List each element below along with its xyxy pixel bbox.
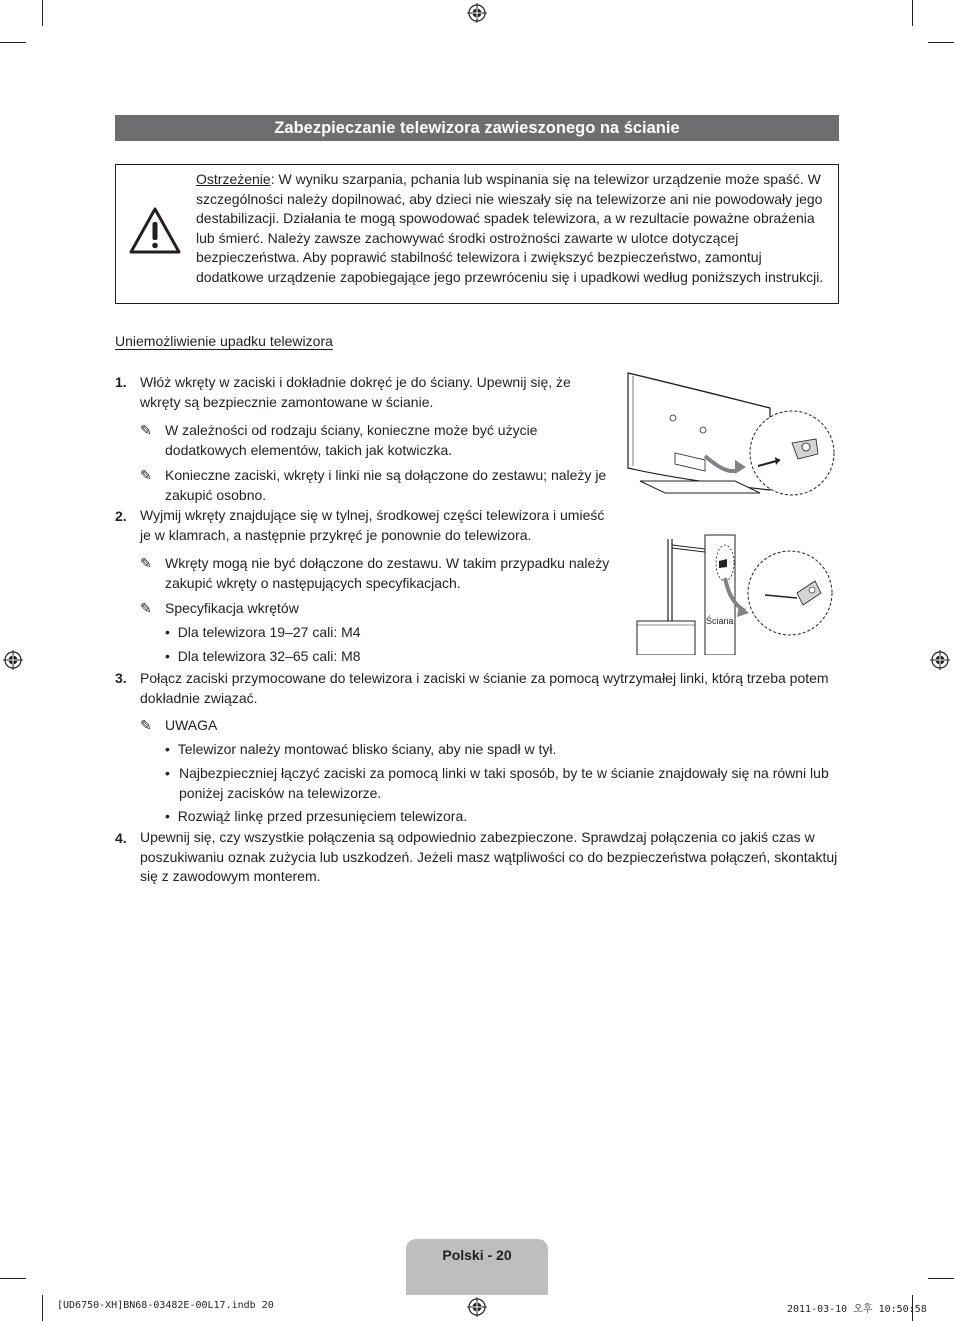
page-number-tab [406, 1239, 548, 1295]
registration-mark-icon [930, 650, 950, 670]
step-number: 3. [115, 670, 127, 686]
crop-mark [42, 1295, 43, 1321]
bullet-item: • Najbezpieczniej łączyć zaciski za pomocą linki w taki sposób, by te w ścianie znajdowały się na równi lub poniżej zacisków na telewizorze. [165, 764, 840, 803]
note-pencil-icon: ✎ [140, 467, 152, 483]
note [140, 421, 615, 460]
wall-label: Ściana [706, 616, 734, 626]
step-text: Wyjmij wkręty znajdujące się w tylnej, środkowej części telewizora i umieść je w klamrach, a następnie przykręć je ponownie do telewizora. [140, 507, 605, 543]
subheading: Uniemożliwienie upadku telewizora [115, 333, 333, 349]
note [140, 554, 610, 593]
section-title-bar [115, 115, 839, 141]
bullet-item: • Telewizor należy montować blisko ściany, aby nie spadł w tył. [165, 741, 557, 757]
step-number: 1. [115, 374, 127, 390]
registration-mark-icon [467, 3, 487, 23]
note-pencil-icon: ✎ [140, 717, 152, 733]
footer-timestamp: 2011-03-10 오후 10:50:58 [787, 1304, 927, 1315]
crop-mark [928, 42, 954, 43]
step-text: Połącz zaciski przymocowane do telewizora i zaciski w ścianie za pomocą wytrzymałej linki, którą trzeba potem dokładnie związać. [140, 670, 829, 706]
note-text: W zależności od rodzaju ściany, konieczne może być użycie dodatkowych elementów, takich jak kotwiczka. [165, 422, 538, 458]
note-pencil-icon: ✎ [140, 555, 152, 571]
bullet-text: Dla telewizora 19–27 cali: M4 [177, 624, 361, 640]
note [140, 716, 610, 736]
crop-mark [928, 1278, 954, 1279]
warning-text [196, 170, 832, 287]
crop-mark [0, 1278, 26, 1279]
warning-label: Ostrzeżenie [196, 171, 271, 187]
note-text: Konieczne zaciski, wkręty i linki nie są dołączone do zestawu; należy je zakupić osobno. [165, 467, 607, 503]
warning-triangle-icon [127, 205, 183, 257]
registration-mark-icon [3, 650, 23, 670]
note-pencil-icon: ✎ [140, 422, 152, 438]
footer-file-info: [UD6750-XH]BN68-03482E-00L17.indb 20 [57, 1300, 274, 1311]
bullet-text: Dla telewizora 32–65 cali: M8 [177, 648, 361, 664]
tv-back-bracket-illustration [620, 368, 835, 510]
note-pencil-icon: ✎ [140, 600, 152, 616]
step-text: Włóż wkręty w zaciski i dokładnie dokręć je do ściany. Upewnij się, że wkręty są bezpiecznie zamontowane w ścianie. [140, 374, 571, 410]
crop-mark [42, 0, 43, 26]
warning-body: : W wyniku szarpania, pchania lub wspinania się na telewizor urządzenie może spaść. W szczególności należy dopilnować, aby dzieci nie wieszały się na telewizorze ani nie powodowały jego destabilizacji. Działania te mogą spowodować spadek telewizora, a w rezultacie poważne obrażenia lub śmierć. Należy zawsze zachowywać środki ostrożności zawarte w ulotce dotyczącej bezpieczeństwa. Aby poprawić stabilność telewizora i zwiększyć bezpieczeństwo, zamontuj dodatkowe urządzenie zapobiegające jego przewróceniu się i upadkowi według poniższych instrukcji. [196, 171, 824, 285]
warning-box [115, 164, 839, 304]
note-text: Wkręty mogą nie być dołączone do zestawu. W takim przypadku należy zakupić wkręty o następujących specyfikacjach. [165, 555, 610, 591]
wall-side-view-illustration [635, 533, 835, 655]
crop-mark [912, 0, 913, 26]
note [140, 599, 610, 619]
step-number: 2. [115, 508, 127, 524]
step-number: 4. [115, 830, 127, 846]
note-text: UWAGA [165, 717, 218, 733]
bullet-item: • Dla telewizora 32–65 cali: M8 [165, 648, 361, 664]
registration-mark-icon [467, 1297, 487, 1317]
bullet-item: • Rozwiąż linkę przed przesunięciem telewizora. [165, 808, 468, 824]
bullet-text: Telewizor należy montować blisko ściany, aby nie spadł w tył. [177, 741, 557, 757]
section-title: Zabezpieczanie telewizora zawieszonego na ścianie [274, 119, 680, 137]
bullet-text: Najbezpieczniej łączyć zaciski za pomocą linki w taki sposób, by te w ścianie znajdowały się na równi lub poniżej zacisków na telewizorze. [179, 765, 829, 801]
note-text: Specyfikacja wkrętów [165, 600, 299, 616]
bullet-item: • Dla telewizora 19–27 cali: M4 [165, 624, 361, 640]
note [140, 466, 615, 505]
page-label: Polski - 20 [442, 1247, 512, 1263]
step-text: Upewnij się, czy wszystkie połączenia są odpowiednio zabezpieczone. Sprawdzaj połączenia co jakiś czas w poszukiwaniu oznak zużycia lub uszkodzeń. Jeżeli masz wątpliwości co do bezpieczeństwa połączeń, skontaktuj się z zawodowym monterem. [140, 829, 838, 884]
bullet-text: Rozwiąż linkę przed przesunięciem telewizora. [177, 808, 468, 824]
crop-mark [0, 42, 26, 43]
